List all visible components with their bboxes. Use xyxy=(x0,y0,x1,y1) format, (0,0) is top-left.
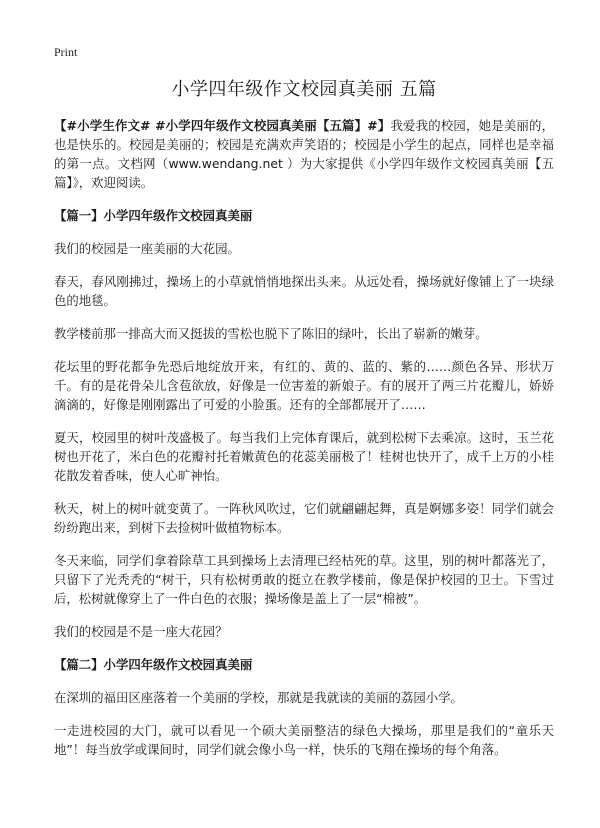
section-2-heading: 【篇二】小学四年级作文校园真美丽 xyxy=(54,657,253,672)
intro-text: 我爱我的校园，她是美丽的，也是快乐的。校园是美丽的；校园是充满欢声笑语的；校园是小学生的起点，同样也是幸福的第一点。文档网（www.wendang.net ）为大家提供《小学四年级作文校园真美丽【五篇】》，欢迎阅读。 xyxy=(54,118,555,190)
section-1-paragraph: 花坛里的野花都争先恐后地绽放开来，有红的、黄的、蓝的、紫的……颜色各异、形状万千。有的是花骨朵儿含苞欲放，好像是一位害羞的新娘子。有的展开了两三片花瓣儿，娇娇滴滴的，好像是刚刚露出了可爱的小脸蛋。还有的全部都展开了…… xyxy=(54,359,554,412)
section-1-heading: 【篇一】小学四年级作文校园真美丽 xyxy=(54,208,253,223)
print-link[interactable]: Print xyxy=(54,45,78,59)
section-1-paragraph: 我们的校园是一座美丽的大花园。 xyxy=(54,241,240,256)
section-1-paragraph: 我们的校园是不是一座大花园？ xyxy=(54,624,228,639)
section-2-paragraph: 在深圳的福田区座落着一个美丽的学校，那就是我就读的美丽的荔园小学。 xyxy=(54,690,463,705)
intro-paragraph xyxy=(54,116,554,192)
section-1-paragraph: 夏天，校园里的树叶茂盛极了。每当我们上完体育课后，就到松树下去乘凉。这时，玉兰花树也开花了，米白色的花瓣衬托着嫩黄色的花蕊美丽极了！桂树也快开了，成千上万的小桂花散发着香味，使人心旷神怡。 xyxy=(54,430,554,483)
section-1-paragraph: 春天，春风刚拂过，操场上的小草就悄悄地探出头来。从远处看，操场就好像铺上了一块绿色的地毯。 xyxy=(54,274,554,308)
intro-tags: 【#小学生作文# #小学四年级作文校园真美丽【五篇】#】 xyxy=(54,118,391,133)
section-1-paragraph: 教学楼前那一排高大而又挺拔的雪松也脱下了陈旧的绿叶，长出了崭新的嫩芽。 xyxy=(54,326,488,341)
section-2-paragraph: 一走进校园的大门，就可以看见一个硕大美丽整洁的绿色大操场，那里是我们的“童乐天地”！每当放学或课间时，同学们就会像小鸟一样，快乐的飞翔在操场的每个角落。 xyxy=(54,723,554,757)
section-1-paragraph: 冬天来临，同学们拿着除草工具到操场上去清理已经枯死的草。这里，别的树叶都落光了，只留下了光秃秃的“树干，只有松树勇敢的挺立在教学楼前，像是保护校园的卫士。下雪过后，松树就像穿上了一件白色的衣服；操场像是盖上了一层“棉被”。 xyxy=(54,553,554,606)
document-title: 小学四年级作文校园真美丽 五篇 xyxy=(171,79,437,100)
section-1-paragraph: 秋天，树上的树叶就变黄了。一阵秋风吹过，它们就翩翩起舞，真是婀娜多姿！同学们就会纷纷跑出来，到树下去捡树叶做植物标本。 xyxy=(54,501,554,535)
